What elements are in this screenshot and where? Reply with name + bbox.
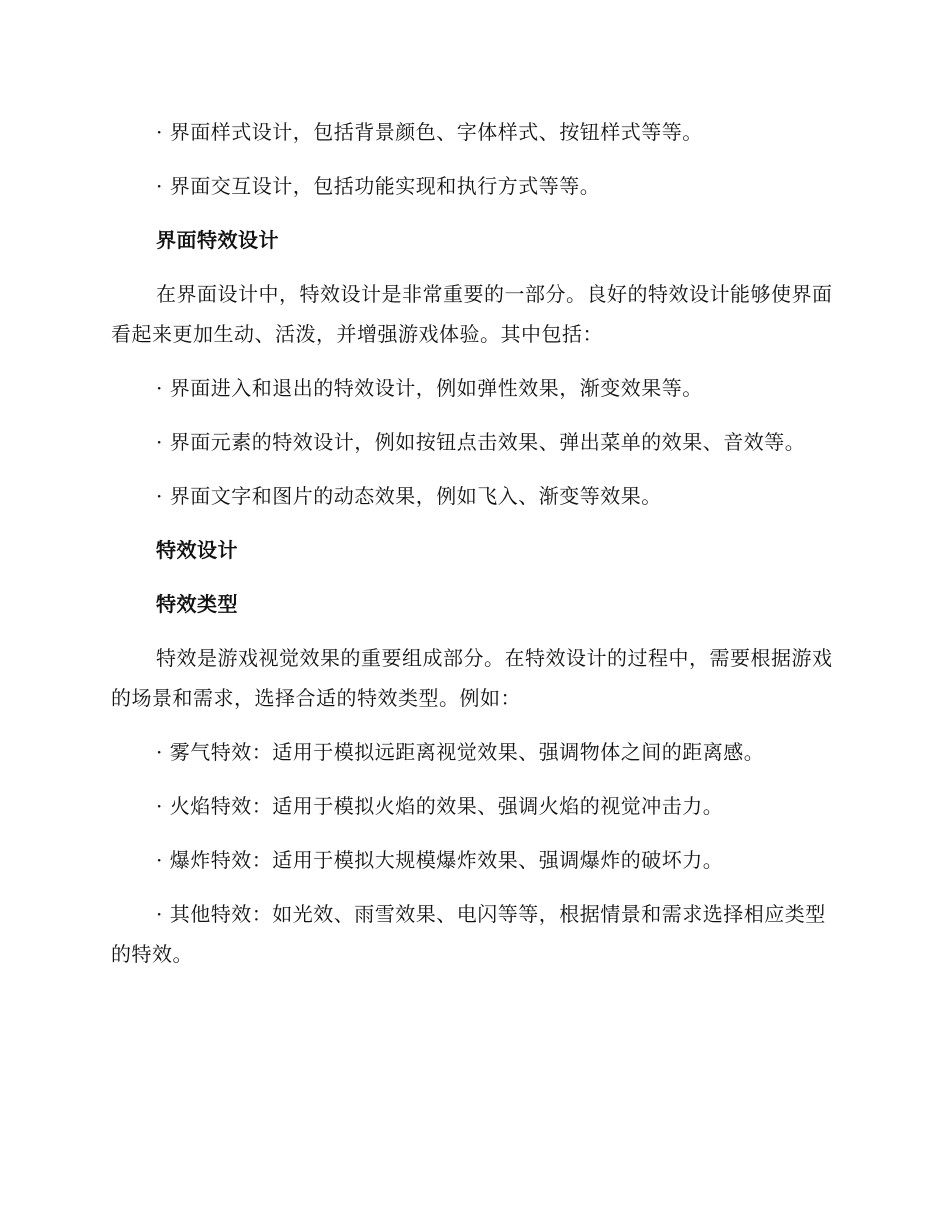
bullet-explosion-effect: · 爆炸特效：适用于模拟大规模爆炸效果、强调爆炸的破坏力。	[156, 848, 724, 872]
bullet-element-effects: · 界面元素的特效设计，例如按钮点击效果、弹出菜单的效果、音效等。	[156, 430, 806, 454]
heading-effects-design: 特效设计	[156, 538, 238, 562]
bullet-other-effects: · 其他特效：如光效、雨雪效果、电闪等等，根据情景和需求选择相应类型的特效。	[111, 902, 826, 966]
bullet-interaction-design: · 界面交互设计，包括功能实现和执行方式等等。	[156, 174, 601, 198]
bullet-fog-effect: · 雾气特效：适用于模拟远距离视觉效果、强调物体之间的距离感。	[156, 740, 765, 764]
heading-ui-effects-design: 界面特效设计	[156, 228, 279, 252]
heading-effects-types: 特效类型	[156, 592, 238, 616]
paragraph-ui-effects-intro: 在界面设计中，特效设计是非常重要的一部分。良好的特效设计能够使界面看起来更加生动、活泼，并增强游戏体验。其中包括：	[111, 282, 833, 346]
bullet-flame-effect: · 火焰特效：适用于模拟火焰的效果、强调火焰的视觉冲击力。	[156, 794, 724, 818]
document-content	[111, 112, 836, 988]
bullet-text-image-effects: · 界面文字和图片的动态效果，例如飞入、渐变等效果。	[156, 484, 662, 508]
bullet-enter-exit-effects: · 界面进入和退出的特效设计，例如弹性效果，渐变效果等。	[156, 376, 703, 400]
paragraph-effects-types-intro: 特效是游戏视觉效果的重要组成部分。在特效设计的过程中，需要根据游戏的场景和需求，选择合适的特效类型。例如：	[111, 646, 833, 710]
bullet-style-design: · 界面样式设计，包括背景颜色、字体样式、按钮样式等等。	[156, 120, 703, 144]
